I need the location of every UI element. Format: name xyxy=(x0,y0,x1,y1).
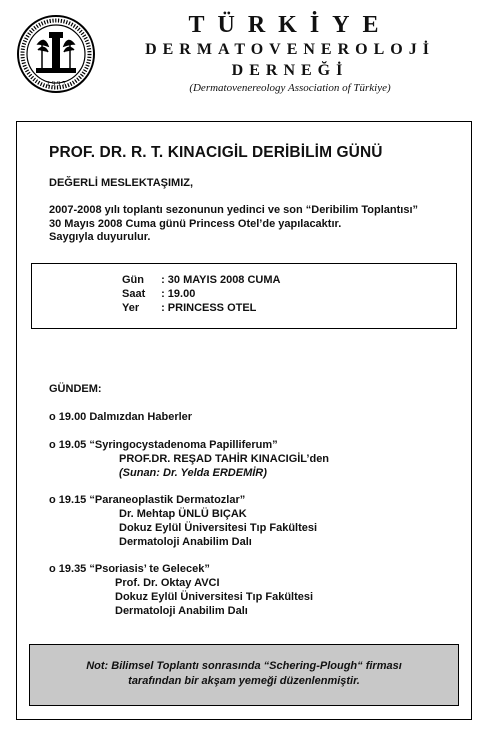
letterhead-english: (Dermatovenereology Association of Türkiye) xyxy=(189,82,391,94)
agenda-item: o 19.05 “Syringocystadenoma Papilliferum” PROF.DR. REŞAD TAHİR KINACIGİL’den (Sunan: Dr. Yelda ERDEMİR) xyxy=(49,439,330,479)
letterhead xyxy=(10,8,475,103)
info-row-day: Gün : 30 MAYIS 2008 CUMA xyxy=(122,274,281,286)
event-info-box xyxy=(31,263,457,329)
announcement-frame xyxy=(16,121,472,720)
note-line: tarafından bir akşam yemeği düzenlenmiştir. xyxy=(128,675,360,687)
agenda-label: GÜNDEM: xyxy=(49,383,102,395)
letterhead-name: DERMATOVENEROLOJİ xyxy=(145,41,435,58)
note-line: Not: Bilimsel Toplantı sonrasında “Schering-Plough“ firması xyxy=(86,660,402,672)
agenda-item: o 19.00 Dalmızdan Haberler xyxy=(49,411,193,423)
info-row-place: Yer : PRINCESS OTEL xyxy=(122,302,257,314)
letterhead-text xyxy=(105,12,475,95)
logo-year: 1 9 9 7 xyxy=(46,80,66,88)
agenda-item: o 19.15 “Paraneoplastik Dermatozlar” Dr. Mehtap ÜNLÜ BIÇAK Dokuz Eylül Üniversitesi Tıp Fakültesi Dermatoloji Anabilim Dalı xyxy=(49,494,318,548)
greeting: DEĞERLİ MESLEKTAŞIMIZ, xyxy=(49,177,194,189)
association-seal-logo xyxy=(16,14,96,94)
info-row-time: Saat : 19.00 xyxy=(122,288,196,300)
sponsor-note xyxy=(29,644,459,706)
letterhead-association: DERNEĞİ xyxy=(231,62,349,79)
letterhead-country: TÜRKİYE xyxy=(188,12,392,38)
intro-line: 30 Mayıs 2008 Cuma günü Princess Otel’de yapılacaktır. xyxy=(49,217,342,230)
intro-line: Saygıyla duyurulur. xyxy=(49,231,151,243)
agenda-item: o 19.35 “Psoriasis’ te Gelecek” Prof. Dr. Oktay AVCI Dokuz Eylül Üniversitesi Tıp Fakültesi Dermatoloji Anabilim Dalı xyxy=(49,563,314,617)
intro-line: 2007-2008 yılı toplantı sezonunun yedinci ve son “Deribilim Toplantısı” xyxy=(49,204,418,216)
page-title: PROF. DR. R. T. KINACIGİL DERİBİLİM GÜNÜ xyxy=(49,144,383,161)
intro-text xyxy=(49,204,418,245)
